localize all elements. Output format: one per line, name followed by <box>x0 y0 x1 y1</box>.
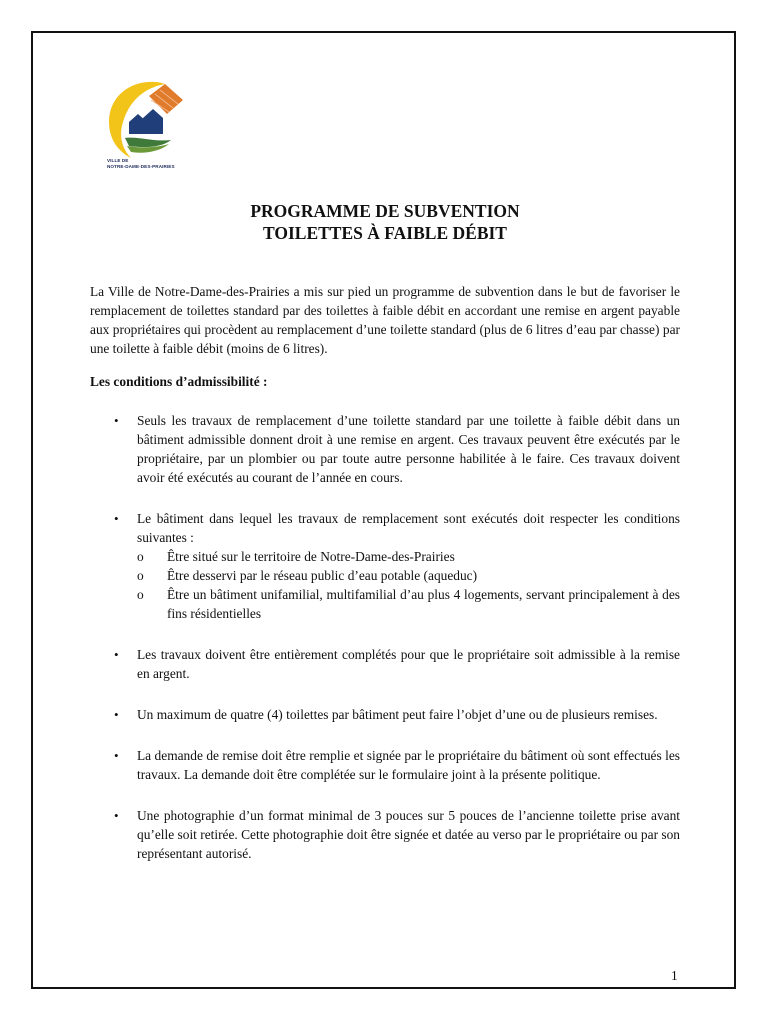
logo-caption <box>107 158 175 169</box>
conditions-list <box>90 411 680 863</box>
roof-shape <box>149 84 183 114</box>
bullet-icon: • <box>114 707 119 722</box>
sub-bullet-icon: o <box>137 587 144 602</box>
sub-condition-text: Être situé sur le territoire de Notre-Dame-des-Prairies <box>167 549 455 564</box>
list-item <box>90 806 680 863</box>
title-line2: TOILETTES À FAIBLE DÉBIT <box>263 223 507 243</box>
sub-condition-text: Être desservi par le réseau public d’eau potable (aqueduc) <box>167 568 478 583</box>
condition-text: Le bâtiment dans lequel les travaux de remplacement sont exécutés doit respecter les conditions suivantes : <box>137 511 680 545</box>
sub-bullet-icon: o <box>137 549 144 564</box>
building-conditions-list <box>137 547 680 623</box>
condition-text: Seuls les travaux de remplacement d’une toilette standard par une toilette à faible débit dans un bâtiment admissible donnent droit à une remise en argent. Ces travaux peuvent être exécutés par le propriétaire, par un plombier ou par toute autre personne habilitée à le faire. Ces travaux doivent avoir été exécutés au courant de l’année en cours. <box>137 413 680 485</box>
condition-text: La demande de remise doit être remplie et signée par le propriétaire du bâtiment où sont effectués les travaux. La demande doit être complétée sur le formulaire joint à la présente politique. <box>137 748 680 782</box>
document-body <box>90 282 680 863</box>
houses-icon <box>129 109 163 134</box>
bullet-icon: • <box>114 511 119 526</box>
page-number: 1 <box>671 968 678 983</box>
bullet-icon: • <box>114 748 119 763</box>
bullet-icon: • <box>114 413 119 428</box>
list-item <box>90 411 680 487</box>
list-item <box>90 645 680 683</box>
sub-bullet-icon: o <box>137 568 144 583</box>
list-item <box>137 547 680 566</box>
list-item <box>137 585 680 623</box>
condition-text: Un maximum de quatre (4) toilettes par bâtiment peut faire l’objet d’une ou de plusieurs remises. <box>137 707 658 722</box>
logo-line2: NOTRE-DAME-DES-PRAIRIES <box>107 163 175 169</box>
list-item <box>137 566 680 585</box>
intro-paragraph: La Ville de Notre-Dame-des-Prairies a mis sur pied un programme de subvention dans le but de favoriser le remplacement de toilettes standard par des toilettes à faible débit en accordant une remise en argent payable aux propriétaires qui procèdent au remplacement d’une toilette standard (plus de 6 litres d’eau par chasse) par une toilette à faible débit (moins de 6 litres). <box>90 284 680 356</box>
title-line1: PROGRAMME DE SUBVENTION <box>250 201 520 221</box>
sub-condition-text: Être un bâtiment unifamilial, multifamilial d’au plus 4 logements, servant principalement à des fins résidentielles <box>167 587 680 621</box>
conditions-heading: Les conditions d’admissibilité : <box>90 374 268 389</box>
bullet-icon: • <box>114 647 119 662</box>
list-item <box>90 509 680 623</box>
list-item <box>90 746 680 784</box>
document-title <box>90 200 680 244</box>
bullet-icon: • <box>114 808 119 823</box>
condition-text: Une photographie d’un format minimal de 3 pouces sur 5 pouces de l’ancienne toilette prise avant qu’elle soit retirée. Cette photographie doit être signée et datée au verso par le propriétaire ou par son représentant autorisé. <box>137 808 680 861</box>
condition-text: Les travaux doivent être entièrement complétés pour que le propriétaire soit admissible à la remise en argent. <box>137 647 680 681</box>
list-item <box>90 705 680 724</box>
logo-line1: VILLE DE <box>107 158 129 163</box>
